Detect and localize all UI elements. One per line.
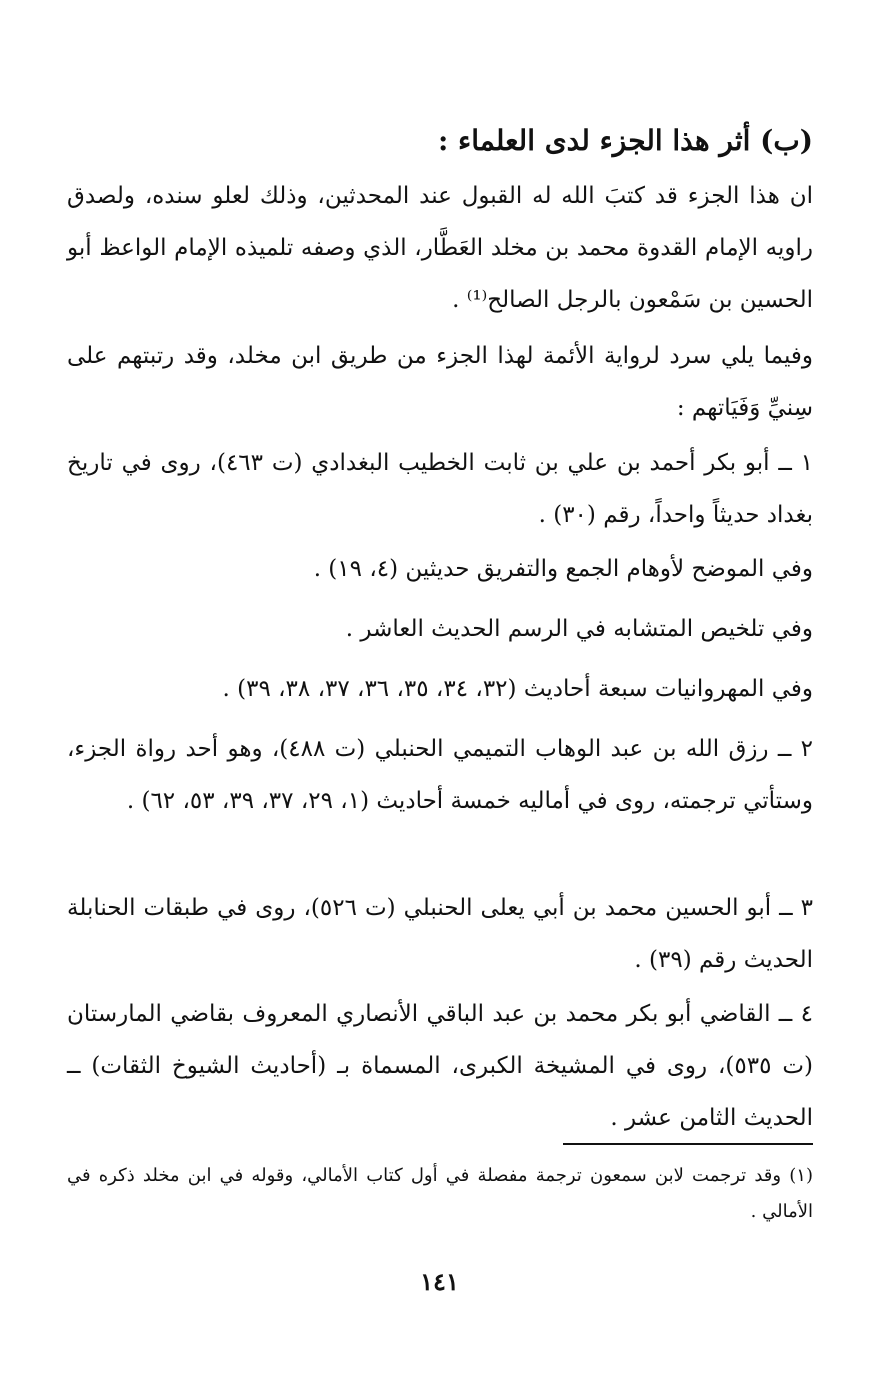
footnote-divider — [563, 1143, 813, 1145]
list-item-1-text: ١ ــ أبو بكر أحمد بن علي بن ثابت الخطيب البغدادي (ت ٤٦٣)، روى في تاريخ بغداد حديثاً واحداً، رقم (٣٠) . — [67, 450, 814, 528]
section-heading: (ب) أثر هذا الجزء لدى العلماء : — [437, 124, 813, 157]
list-item-4-text: ٤ ــ القاضي أبو بكر محمد بن عبد الباقي الأنصاري المعروف بقاضي المارستان (ت ٥٣٥)، روى في المشيخة الكبرى، المسماة بـ (أحاديث الشيوخ الثقات) ــ الحديث الثامن عشر . — [67, 1001, 813, 1131]
list-item-3 — [67, 882, 813, 986]
list-item-1-sub-a-text: وفي الموضح لأوهام الجمع والتفريق حديثين (٤، ١٩) . — [313, 556, 813, 582]
list-intro-paragraph — [67, 330, 813, 434]
list-item-1-sub-b — [67, 603, 813, 655]
list-intro-paragraph-text: وفيما يلي سرد لرواية الأئمة لهذا الجزء من طريق ابن مخلد، وقد رتبتهم على سِنيِّ وَفَيَاتهم : — [67, 343, 813, 421]
intro-paragraph — [67, 170, 813, 326]
list-item-4 — [67, 988, 813, 1144]
list-item-1 — [67, 437, 813, 541]
list-item-1-sub-b-text: وفي تلخيص المتشابه في الرسم الحديث العاشر . — [345, 616, 813, 642]
list-item-3-text: ٣ ــ أبو الحسين محمد بن أبي يعلى الحنبلي (ت ٥٢٦)، روى في طبقات الحنابلة الحديث رقم (٣٩) . — [67, 895, 814, 973]
footnote: (١) وقد ترجمت لابن سمعون ترجمة مفصلة في أول كتاب الأمالي، وقوله في ابن مخلد ذكره في الأمالي . — [67, 1165, 813, 1222]
list-item-2 — [67, 723, 813, 827]
page-number: ١٤١ — [420, 1267, 459, 1296]
list-item-1-sub-a — [67, 543, 813, 595]
list-item-1-sub-c-text: وفي المهروانيات سبعة أحاديث (٣٢، ٣٤، ٣٥، ٣٦، ٣٧، ٣٨، ٣٩) . — [222, 676, 813, 702]
intro-paragraph-text: ان هذا الجزء قد كتبَ الله له القبول عند المحدثين، وذلك لعلو سنده، ولصدق راويه الإمام القدوة محمد بن مخلد العَطَّار، الذي وصفه تلميذه الإمام الواعظ أبو الحسين بن سَمْعون بالرجل الصالح⁽¹⁾ . — [67, 183, 813, 313]
list-item-2-text: ٢ ــ رزق الله بن عبد الوهاب التميمي الحنبلي (ت ٤٨٨)، وهو أحد رواة الجزء، وستأتي ترجمته، روى في أماليه خمسة أحاديث (١، ٢٩، ٣٧، ٣٩، ٥٣، ٦٢) . — [67, 736, 813, 814]
list-item-1-sub-c — [67, 663, 813, 715]
